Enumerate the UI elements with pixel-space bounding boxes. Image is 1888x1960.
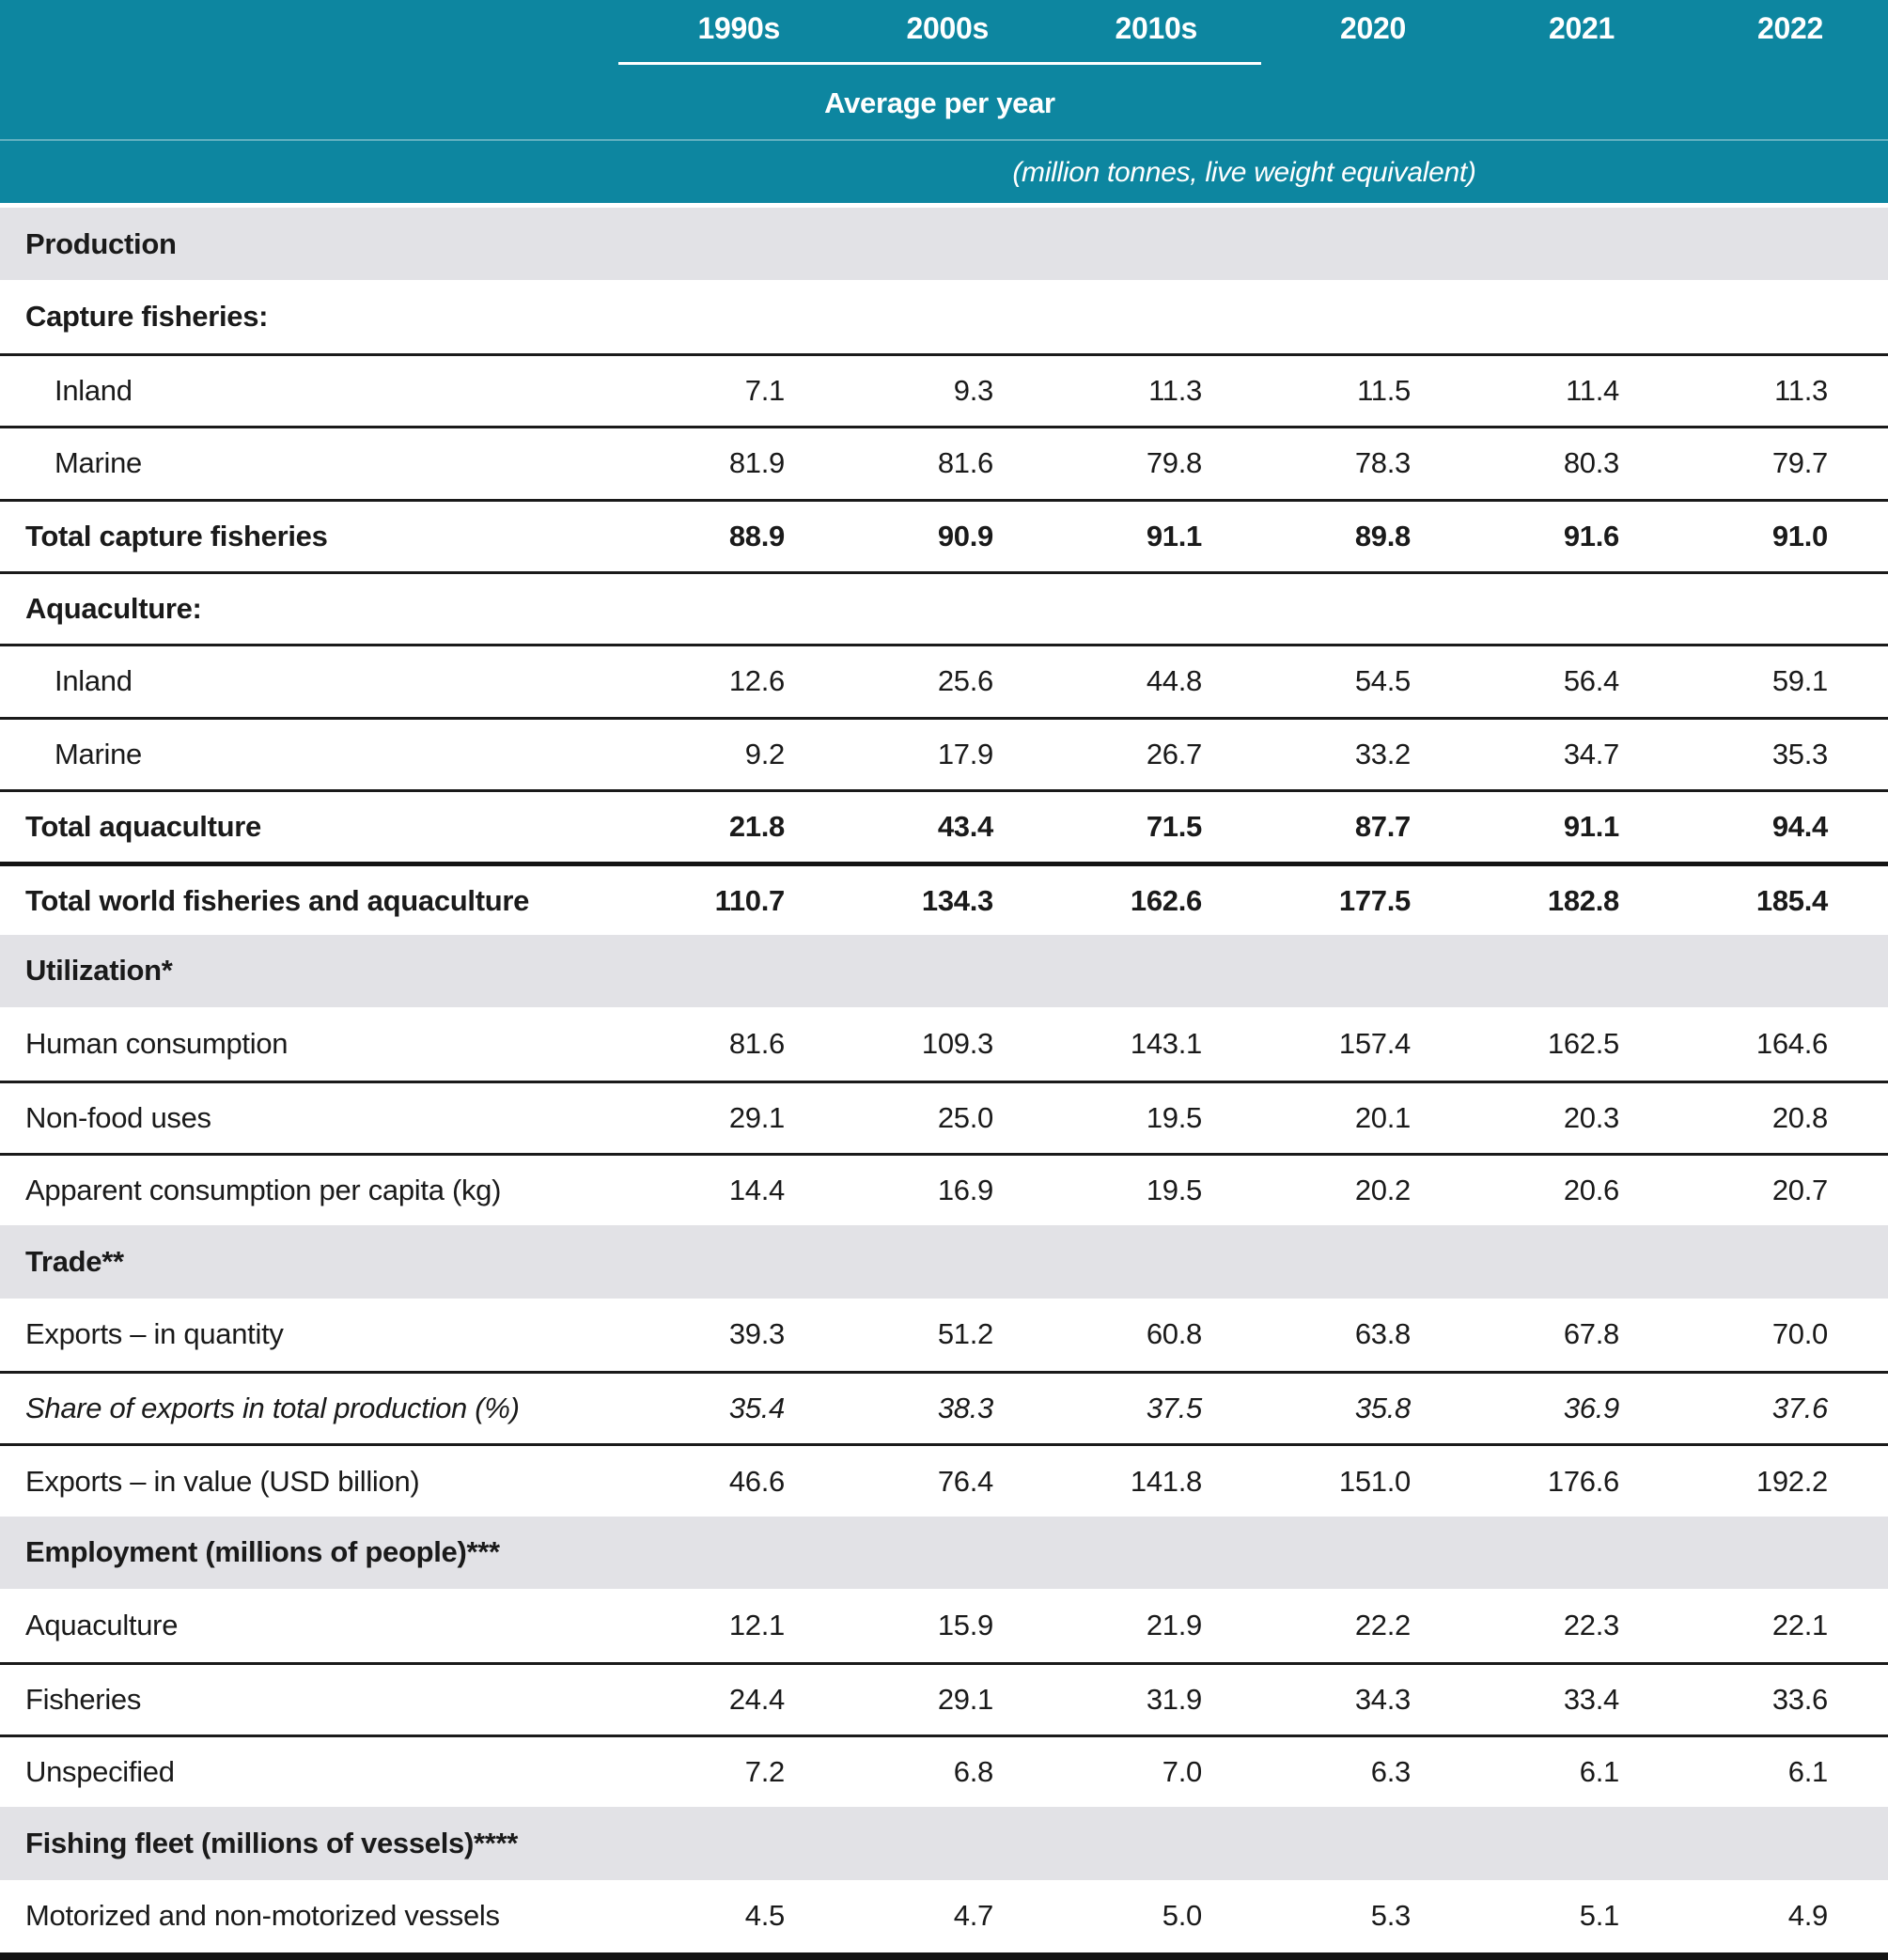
value-cell: 11.3	[1148, 373, 1202, 407]
value-cell: 81.6	[728, 1026, 785, 1060]
value-cell: 164.6	[1755, 1026, 1828, 1060]
value-cell: 87.7	[1354, 810, 1411, 844]
section-row-production	[0, 208, 1888, 280]
table-row-inland	[0, 644, 1888, 716]
value-cell: 182.8	[1547, 883, 1619, 917]
header-label-spacer	[0, 11, 618, 46]
table-row-total-aquaculture	[0, 789, 1888, 862]
row-label: Motorized and non-motorized vessels	[25, 1899, 500, 1933]
value-cell: 60.8	[1146, 1317, 1202, 1351]
value-cell: 22.1	[1771, 1608, 1828, 1641]
value-cell: 94.4	[1771, 810, 1828, 844]
value-cell: 20.6	[1563, 1174, 1619, 1207]
value-cell: 80.3	[1563, 446, 1619, 480]
value-cell: 7.1	[744, 373, 785, 407]
value-cell: 31.9	[1146, 1682, 1202, 1716]
value-cell: 21.8	[728, 810, 785, 844]
value-cell: 79.8	[1146, 446, 1202, 480]
value-cell: 35.4	[728, 1392, 785, 1425]
value-cell: 12.1	[728, 1608, 785, 1641]
row-label: Trade**	[25, 1244, 124, 1278]
row-label: Production	[25, 226, 177, 260]
value-cell: 4.7	[953, 1899, 993, 1933]
decade-columns-underline	[618, 62, 1261, 65]
value-cell: 9.2	[744, 737, 785, 770]
value-cell: 91.1	[1563, 810, 1619, 844]
value-cell: 20.3	[1563, 1100, 1619, 1134]
value-cell: 16.9	[937, 1174, 993, 1207]
value-cell: 15.9	[937, 1608, 993, 1641]
value-cell: 11.3	[1774, 373, 1828, 407]
table-row-share-of-exports-in-total-production	[0, 1371, 1888, 1443]
value-cell: 26.7	[1146, 737, 1202, 770]
value-cell: 56.4	[1563, 664, 1619, 698]
table-row-exports-in-value-usd-billion	[0, 1443, 1888, 1516]
value-cell: 78.3	[1354, 446, 1411, 480]
value-cell: 20.2	[1354, 1174, 1411, 1207]
row-label: Aquaculture:	[25, 592, 202, 626]
table-row-total-world-fisheries-and-aquaculture	[0, 862, 1888, 934]
value-cell: 176.6	[1547, 1464, 1619, 1498]
section-row-fishing-fleet-millions-of-vessels	[0, 1807, 1888, 1879]
value-cell: 54.5	[1354, 664, 1411, 698]
value-cell: 192.2	[1755, 1464, 1828, 1498]
table-body	[0, 208, 1888, 1960]
table-row-motorized-and-non-motorized-vessels	[0, 1880, 1888, 1952]
row-label: Unspecified	[25, 1755, 175, 1789]
table-row-human-consumption	[0, 1007, 1888, 1080]
value-cell: 34.7	[1563, 737, 1619, 770]
value-cell: 19.5	[1146, 1100, 1202, 1134]
row-label: Human consumption	[25, 1026, 289, 1060]
value-cell: 162.6	[1130, 883, 1202, 917]
value-cell: 33.4	[1563, 1682, 1619, 1716]
value-cell: 6.1	[1787, 1755, 1828, 1789]
row-label: Fishing fleet (millions of vessels)****	[25, 1826, 519, 1859]
value-cell: 157.4	[1338, 1026, 1411, 1060]
value-cell: 141.8	[1130, 1464, 1202, 1498]
value-cell: 29.1	[728, 1100, 785, 1134]
value-cell: 20.8	[1771, 1100, 1828, 1134]
table-row-marine	[0, 426, 1888, 498]
row-label: Total capture fisheries	[25, 519, 328, 552]
value-cell: 24.4	[728, 1682, 785, 1716]
column-header-2010s: 2010s	[1115, 11, 1197, 45]
unit-note-label: (million tonnes, live weight equivalent)	[1012, 157, 1476, 188]
value-cell: 109.3	[921, 1026, 993, 1060]
value-cell: 7.2	[744, 1755, 785, 1789]
value-cell: 162.5	[1547, 1026, 1619, 1060]
value-cell: 29.1	[937, 1682, 993, 1716]
column-header-1990s: 1990s	[697, 11, 780, 45]
row-label: Total world fisheries and aquaculture	[25, 883, 530, 917]
section-row-trade	[0, 1225, 1888, 1298]
value-cell: 185.4	[1755, 883, 1828, 917]
value-cell: 110.7	[714, 883, 785, 917]
row-label: Marine	[55, 446, 142, 480]
value-cell: 89.8	[1354, 519, 1411, 552]
value-cell: 11.5	[1357, 373, 1411, 407]
value-cell: 7.0	[1162, 1755, 1202, 1789]
column-header-2022: 2022	[1757, 11, 1823, 45]
value-cell: 9.3	[953, 373, 993, 407]
row-label: Inland	[55, 664, 133, 698]
table-row-fisheries	[0, 1662, 1888, 1734]
value-cell: 143.1	[1130, 1026, 1202, 1060]
value-cell: 25.6	[937, 664, 993, 698]
row-label: Marine	[55, 737, 142, 770]
table-row-non-food-uses	[0, 1081, 1888, 1153]
row-label: Apparent consumption per capita (kg)	[25, 1174, 502, 1207]
value-cell: 19.5	[1146, 1174, 1202, 1207]
value-cell: 12.6	[728, 664, 785, 698]
value-cell: 38.3	[937, 1392, 993, 1425]
row-label: Aquaculture	[25, 1608, 179, 1641]
value-cell: 6.1	[1579, 1755, 1619, 1789]
row-label: Share of exports in total production (%)	[25, 1392, 520, 1425]
value-cell: 177.5	[1338, 883, 1411, 917]
value-cell: 4.9	[1787, 1899, 1828, 1933]
column-header-2020: 2020	[1340, 11, 1406, 45]
header-divider-line	[0, 139, 1888, 141]
row-label: Utilization*	[25, 954, 173, 988]
value-cell: 22.2	[1354, 1608, 1411, 1641]
table-row-total-capture-fisheries	[0, 499, 1888, 571]
value-cell: 59.1	[1771, 664, 1828, 698]
value-cell: 81.9	[728, 446, 785, 480]
column-header-2000s: 2000s	[906, 11, 989, 45]
value-cell: 14.4	[728, 1174, 785, 1207]
value-cell: 67.8	[1563, 1317, 1619, 1351]
value-cell: 91.0	[1771, 519, 1828, 552]
value-cell: 5.1	[1579, 1899, 1619, 1933]
row-label: Non-food uses	[25, 1100, 211, 1134]
value-cell: 37.5	[1146, 1392, 1202, 1425]
value-cell: 33.2	[1354, 737, 1411, 770]
value-cell: 25.0	[937, 1100, 993, 1134]
table-row-marine	[0, 717, 1888, 789]
row-label: Exports – in quantity	[25, 1317, 284, 1351]
value-cell: 11.4	[1566, 373, 1619, 407]
value-cell: 79.7	[1771, 446, 1828, 480]
value-cell: 21.9	[1146, 1608, 1202, 1641]
value-cell: 90.9	[937, 519, 993, 552]
value-cell: 91.6	[1563, 519, 1619, 552]
column-header-2021: 2021	[1549, 11, 1615, 45]
value-cell: 39.3	[728, 1317, 785, 1351]
value-cell: 71.5	[1146, 810, 1202, 844]
value-cell: 63.8	[1354, 1317, 1411, 1351]
value-cell: 20.1	[1354, 1100, 1411, 1134]
value-cell: 5.3	[1370, 1899, 1411, 1933]
row-label: Fisheries	[25, 1682, 142, 1716]
section-row-employment-millions-of-people	[0, 1517, 1888, 1589]
section-row-utilization	[0, 935, 1888, 1007]
row-label: Inland	[55, 373, 133, 407]
value-cell: 5.0	[1162, 1899, 1202, 1933]
value-cell: 81.6	[937, 446, 993, 480]
value-cell: 46.6	[728, 1464, 785, 1498]
value-cell: 151.0	[1338, 1464, 1411, 1498]
value-cell: 51.2	[937, 1317, 993, 1351]
row-label: Capture fisheries:	[25, 300, 269, 334]
value-cell: 17.9	[937, 737, 993, 770]
value-cell: 34.3	[1354, 1682, 1411, 1716]
value-cell: 43.4	[937, 810, 993, 844]
value-cell: 35.8	[1354, 1392, 1411, 1425]
value-cell: 91.1	[1146, 519, 1202, 552]
value-cell: 44.8	[1146, 664, 1202, 698]
table-row-apparent-consumption-per-capita-kg	[0, 1153, 1888, 1225]
table-row-unspecified	[0, 1734, 1888, 1807]
row-label: Exports – in value (USD billion)	[25, 1464, 420, 1498]
value-cell: 4.5	[744, 1899, 785, 1933]
table-row-inland	[0, 353, 1888, 426]
value-cell: 88.9	[728, 519, 785, 552]
value-cell: 35.3	[1771, 737, 1828, 770]
value-cell: 37.6	[1771, 1392, 1828, 1425]
average-per-year-label: Average per year	[824, 86, 1055, 119]
value-cell: 76.4	[937, 1464, 993, 1498]
table-row-exports-in-quantity	[0, 1299, 1888, 1371]
value-cell: 36.9	[1563, 1392, 1619, 1425]
value-cell: 33.6	[1771, 1682, 1828, 1716]
table-row-capture-fisheries	[0, 280, 1888, 352]
value-cell: 6.8	[953, 1755, 993, 1789]
value-cell: 6.3	[1370, 1755, 1411, 1789]
table-header	[0, 0, 1888, 203]
row-label: Employment (millions of people)***	[25, 1535, 500, 1569]
value-cell: 22.3	[1563, 1608, 1619, 1641]
value-cell: 134.3	[921, 883, 993, 917]
table-row-aquaculture	[0, 571, 1888, 644]
value-cell: 20.7	[1771, 1174, 1828, 1207]
value-cell: 70.0	[1771, 1317, 1828, 1351]
year-header-row	[0, 11, 1888, 46]
row-label: Total aquaculture	[25, 810, 261, 844]
table-row-aquaculture	[0, 1589, 1888, 1661]
